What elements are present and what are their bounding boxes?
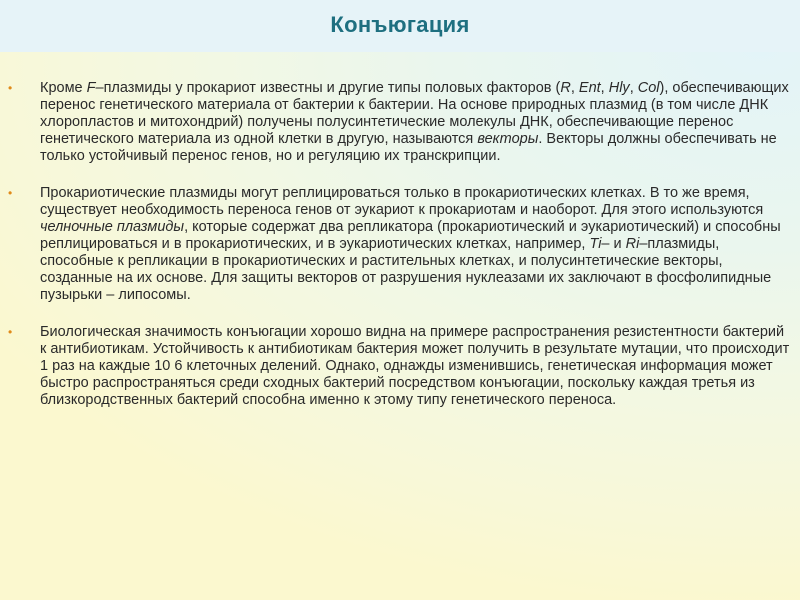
text: –плазмиды у прокариот известны и другие типы половых факторов ( — [95, 80, 561, 96]
slide-title: Конъюгация — [330, 12, 470, 37]
bullet-icon: • — [8, 325, 13, 339]
text: , — [570, 80, 579, 96]
text: . Векторы должны обеспечивать не только устойчивый перенос генов, но и регуляцию их транскрипции. — [40, 131, 777, 164]
text: ), обеспечивающих перенос генетического материала от бактерии к бактерии. На основе природных плазмид (в том числе ДНК хлоропластов и митохондрий) получены полусинтетические молекулы ДНК, обеспечивающие перенос генетического материала из одной клетки в другую, называются — [40, 80, 789, 147]
text: , — [629, 80, 638, 96]
italic-term: Ent — [578, 80, 601, 96]
italic-term: Ti — [589, 236, 602, 252]
italic-term: Ri — [625, 236, 640, 252]
text: , которые содержат два репликатора (прокариотический и эукариотический) и способны реплицироваться и в прокариотических, и в эукариотических клетках, например, — [40, 219, 781, 252]
italic-term: F — [86, 80, 96, 96]
text: , — [600, 80, 609, 96]
text: Кроме — [40, 80, 87, 96]
paragraph-3 — [8, 324, 792, 409]
paragraph-1 — [8, 80, 792, 165]
bullet-icon: • — [8, 81, 13, 95]
text: Биологическая значимость конъюгации хорошо видна на примере распространения резистентности бактерий к антибиотикам. Устойчивость к антибиотикам бактерия может получить в результате мутации, что происходит 1 раз на каждые 10 6 клеточных делений. Однако, однажды изменившись, генетическая информация может быстро распространяться среди сходных бактерий посредством конъюгации, поскольку каждая третья из близкородственных бактерий способна именно к этому типу генетического переноса. — [40, 324, 790, 408]
italic-term: Hly — [608, 80, 630, 96]
italic-term: Col — [637, 80, 660, 96]
text: Прокариотические плазмиды могут реплицироваться только в прокариотических клетках. В то же время, существует необходимость переноса генов от эукариот к прокариотам и наоборот. Для этого используются — [40, 185, 764, 218]
paragraph-2 — [8, 185, 792, 304]
text: –плазмиды, способные к репликации в прокариотических и растительных клетках, и полусинтетические векторы, созданные на их основе. Для защиты векторов от разрушения нуклеазами их заключают в фосфолипидные пузырьки – липосомы. — [40, 236, 772, 303]
italic-term: R — [560, 80, 571, 96]
text: – и — [601, 236, 626, 252]
bullet-icon: • — [8, 186, 13, 200]
italic-term: челночные плазмиды — [40, 219, 185, 235]
italic-term: векторы — [477, 131, 539, 147]
slide-body — [8, 80, 792, 429]
